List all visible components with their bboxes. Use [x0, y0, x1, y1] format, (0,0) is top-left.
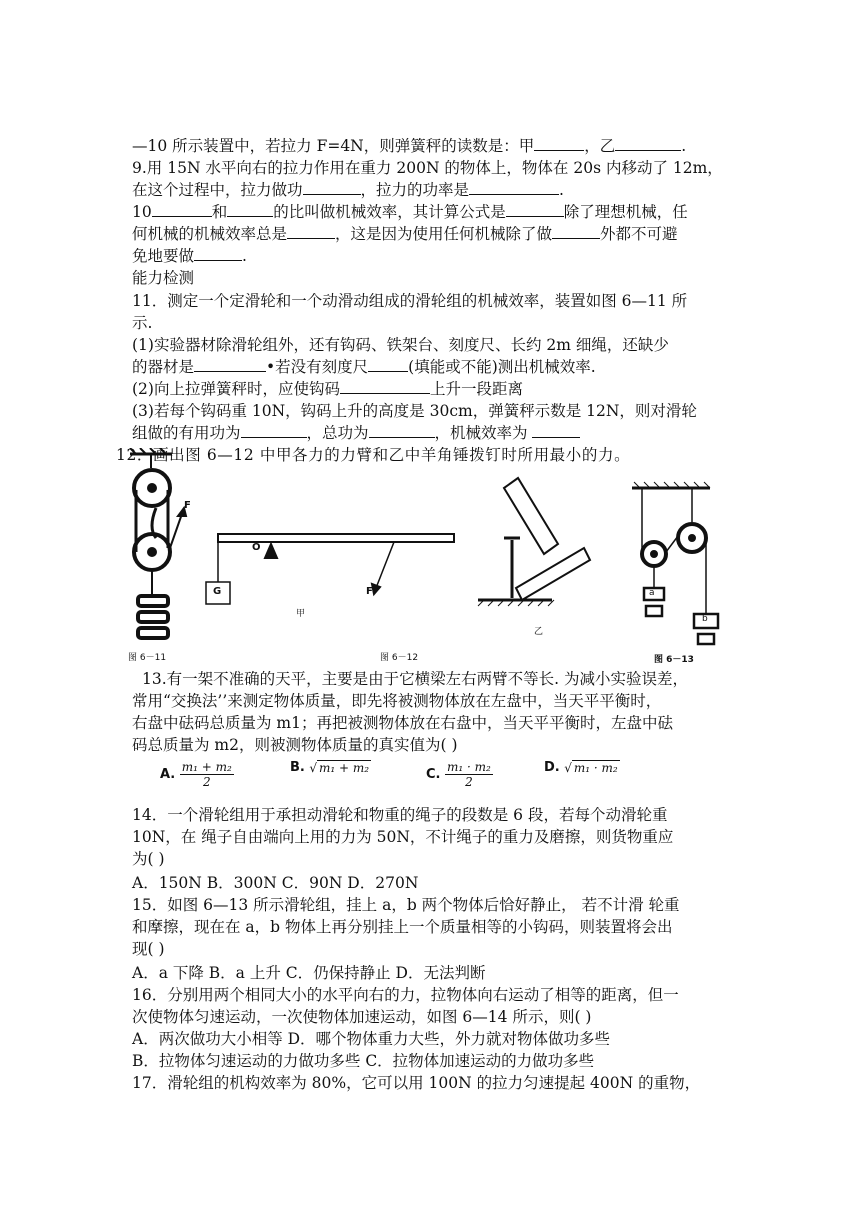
option-D[interactable]: [544, 760, 620, 775]
text: ，机械效率为: [434, 424, 533, 442]
text: (1)实验器材除滑轮组外，还有钩码、铁架台、刻度尺、长约 2m 细绳，还缺少: [132, 336, 669, 354]
label-F2: F: [366, 586, 373, 597]
label-yi: 乙: [534, 627, 544, 637]
weight: [138, 596, 168, 606]
text: (2)向上拉弹簧秤时，应使钩码: [132, 380, 340, 398]
label-G: G: [213, 586, 222, 597]
text: A．a 下降 B．a 上升 C．仍保持静止 D．无法判断: [132, 964, 486, 982]
q16-options-1: [132, 1028, 610, 1050]
text: (填能或不能)测出机械效率.: [408, 358, 596, 376]
text: 11．测定一个定滑轮和一个动滑动组成的滑轮组的机械效率，装置如图 6—11 所: [132, 292, 688, 310]
answer-blank[interactable]: [194, 245, 242, 261]
answer-blank[interactable]: [506, 201, 564, 217]
q11-line-1: [132, 290, 687, 312]
q16-line-1: [132, 984, 679, 1006]
q11-line-6: [132, 400, 697, 422]
text: ，这是因为使用任何机械除了做: [335, 225, 553, 243]
label-F1: F: [184, 500, 191, 511]
text: 10: [132, 203, 152, 221]
answer-blank[interactable]: [194, 356, 266, 372]
axle: [148, 548, 156, 556]
label-b: b: [702, 614, 708, 624]
figures-svg: [126, 448, 736, 670]
force-line: [376, 542, 394, 588]
section-heading: [132, 267, 194, 289]
q15-line-3: [132, 938, 165, 960]
answer-blank[interactable]: [303, 179, 361, 195]
text: 16．分别用两个相同大小的水平向右的力，拉物体向右运动了相等的距离，但一: [132, 986, 679, 1004]
numerator: m₁ + m₂: [181, 760, 232, 774]
denominator: 2: [202, 775, 211, 789]
q11-line-4: [132, 356, 596, 378]
q11-line-7: [132, 422, 580, 444]
answer-blank[interactable]: [552, 223, 600, 239]
text: ，总功为: [306, 424, 369, 442]
text: 右盘中砝码总质量为 m1；再把被测物体放在右盘中，当天平平衡时，左盘中砝: [132, 714, 673, 732]
lever-bar: [218, 534, 454, 542]
text: 能力检测: [132, 269, 195, 287]
text: 的比叫做机械效率，其计算公式是: [273, 203, 506, 221]
fraction: [180, 760, 234, 789]
q15-options: [132, 962, 486, 984]
q13-line-1: [142, 668, 688, 690]
q14-line-3: [132, 848, 165, 870]
small-weight: [698, 634, 714, 644]
q9-line-2: [132, 179, 564, 201]
answer-blank[interactable]: [227, 201, 273, 217]
text: .: [242, 247, 247, 265]
option-C[interactable]: [426, 760, 493, 789]
text: 15．如图 6—13 所示滑轮组，挂上 a，b 两个物体后恰好静止， 若不计滑 轮重: [132, 896, 680, 914]
q11-line-5: [132, 378, 523, 400]
hammer-head: [516, 548, 590, 600]
q17-line-1: [132, 1072, 700, 1094]
q8-line: [132, 135, 686, 157]
q13-line-2: [132, 690, 661, 712]
text: 10N，在 绳子自由端向上用的力为 50N，不计绳子的重力及磨擦，则货物重应: [132, 828, 674, 846]
label-jia: 甲: [296, 609, 306, 619]
text: 次使物体匀速运动，一次使物体加速运动，如图 6—14 所示，则( ): [132, 1008, 592, 1026]
label-a: a: [649, 588, 655, 598]
text: 13.有一架不准确的天平，主要是由于它横梁左右两臂不等长. 为减小实验误差，: [142, 670, 689, 688]
text: —10 所示装置中，若拉力 F=4N，则弹簧秤的读数是：甲: [132, 137, 535, 155]
q14-line-1: [132, 804, 667, 826]
q14-line-2: [132, 826, 673, 848]
text: 免地要做: [132, 247, 195, 265]
text: 17．滑轮组的机构效率为 80%，它可以用 100N 的拉力匀速提起 400N 的重物，: [132, 1074, 701, 1092]
answer-blank[interactable]: [368, 356, 408, 372]
denominator: 2: [465, 775, 473, 789]
text: A．150N B．300N C．90N D．270N: [132, 874, 419, 892]
q9-line-1: [132, 157, 723, 179]
rope: [666, 536, 678, 552]
text: 组做的有用功为: [132, 424, 241, 442]
answer-blank[interactable]: [615, 135, 681, 151]
q11-line-2: [132, 312, 152, 334]
text: ，乙: [584, 137, 616, 155]
caption-6-11: 图 6－11: [128, 653, 167, 663]
text: ，拉力的功率是: [360, 181, 470, 199]
answer-blank[interactable]: [241, 422, 307, 438]
answer-blank[interactable]: [534, 135, 584, 151]
text: B．拉物体匀速运动的力做功多些 C．拉物体加速运动的力做功多些: [132, 1052, 595, 1070]
small-weight: [646, 606, 662, 616]
option-A[interactable]: [160, 760, 234, 789]
q10-line-2: [132, 223, 678, 245]
answer-blank[interactable]: [469, 179, 559, 195]
axle: [148, 484, 156, 492]
answer-blank[interactable]: [369, 422, 435, 438]
text: (3)若每个钩码重 10N，钩码上升的高度是 30cm，弹簧秤示数是 12N，则对滑轮: [132, 402, 697, 420]
text: 常用“交换法’’来测定物体质量，即先将被测物体放在左盘中，当天平平衡时，: [132, 692, 662, 710]
text: 和摩擦，现在在 a，b 物体上再分别挂上一个质量相等的小钩码，则装置将会出: [132, 918, 673, 936]
text: 的器材是: [132, 358, 195, 376]
fraction: [445, 760, 493, 789]
radicand: m₁ · m₂: [573, 760, 618, 775]
square-root: √ m₁ · m₂: [564, 760, 618, 775]
q13-line-3: [132, 712, 673, 734]
text: .: [559, 181, 564, 199]
q15-line-2: [132, 916, 673, 938]
q15-line-1: [132, 894, 680, 916]
text: 9.用 15N 水平向右的拉力作用在重力 200N 的物体上，物体在 20s 内移动了 12m，: [132, 159, 723, 177]
radicand: m₁ + m₂: [319, 760, 370, 775]
text: 在这个过程中，拉力做功: [132, 181, 303, 199]
answer-blank[interactable]: [532, 422, 580, 438]
text: 12．画出图 6—12 中甲各力的力臂和乙中羊角锤拨钉时所用最小的力。: [116, 446, 631, 464]
text: 为( ): [132, 850, 165, 868]
arrow-F: [372, 584, 380, 594]
text: 上升一段距离: [429, 380, 523, 398]
option-letter: D.: [544, 760, 560, 775]
q11-line-3: [132, 334, 669, 356]
figures-row: [126, 448, 736, 670]
numerator: m₁ · m₂: [447, 760, 491, 774]
caption-6-13: 图 6－13: [654, 655, 694, 665]
q14-options: [132, 872, 418, 894]
caption-6-12: 图 6－12: [380, 653, 419, 663]
answer-blank[interactable]: [152, 201, 212, 217]
text: •若没有刻度尺: [266, 358, 369, 376]
fulcrum: [265, 544, 277, 558]
text: 现( ): [132, 940, 165, 958]
text: 14．一个滑轮组用于承担动滑轮和物重的绳子的段数是 6 段，若每个动滑轮重: [132, 806, 668, 824]
text: 示.: [132, 314, 153, 332]
q10-line-3: [132, 245, 247, 267]
answer-blank[interactable]: [287, 223, 335, 239]
option-letter: C.: [426, 767, 441, 782]
label-O: O: [252, 542, 261, 553]
weight: [138, 612, 168, 622]
answer-blank[interactable]: [340, 378, 430, 394]
text: 何机械的机械效率总是: [132, 225, 288, 243]
weight: [138, 628, 168, 638]
text: .: [681, 137, 687, 155]
text: 除了理想机械，任: [563, 203, 688, 221]
q16-line-2: [132, 1006, 591, 1028]
q10-line-1: [132, 201, 688, 223]
q13-line-4: [132, 734, 458, 756]
text: 码总质量为 m2，则被测物体质量的真实值为( ): [132, 736, 458, 754]
text: A．两次做功大小相等 D．哪个物体重力大些，外力就对物体做功多些: [132, 1030, 611, 1048]
option-B[interactable]: [290, 760, 371, 775]
square-root: √ m₁ + m₂: [309, 760, 370, 775]
text: 外都不可避: [600, 225, 678, 243]
text: 和: [211, 203, 228, 221]
option-letter: B.: [290, 760, 305, 775]
q16-options-2: [132, 1050, 594, 1072]
option-letter: A.: [160, 767, 176, 782]
